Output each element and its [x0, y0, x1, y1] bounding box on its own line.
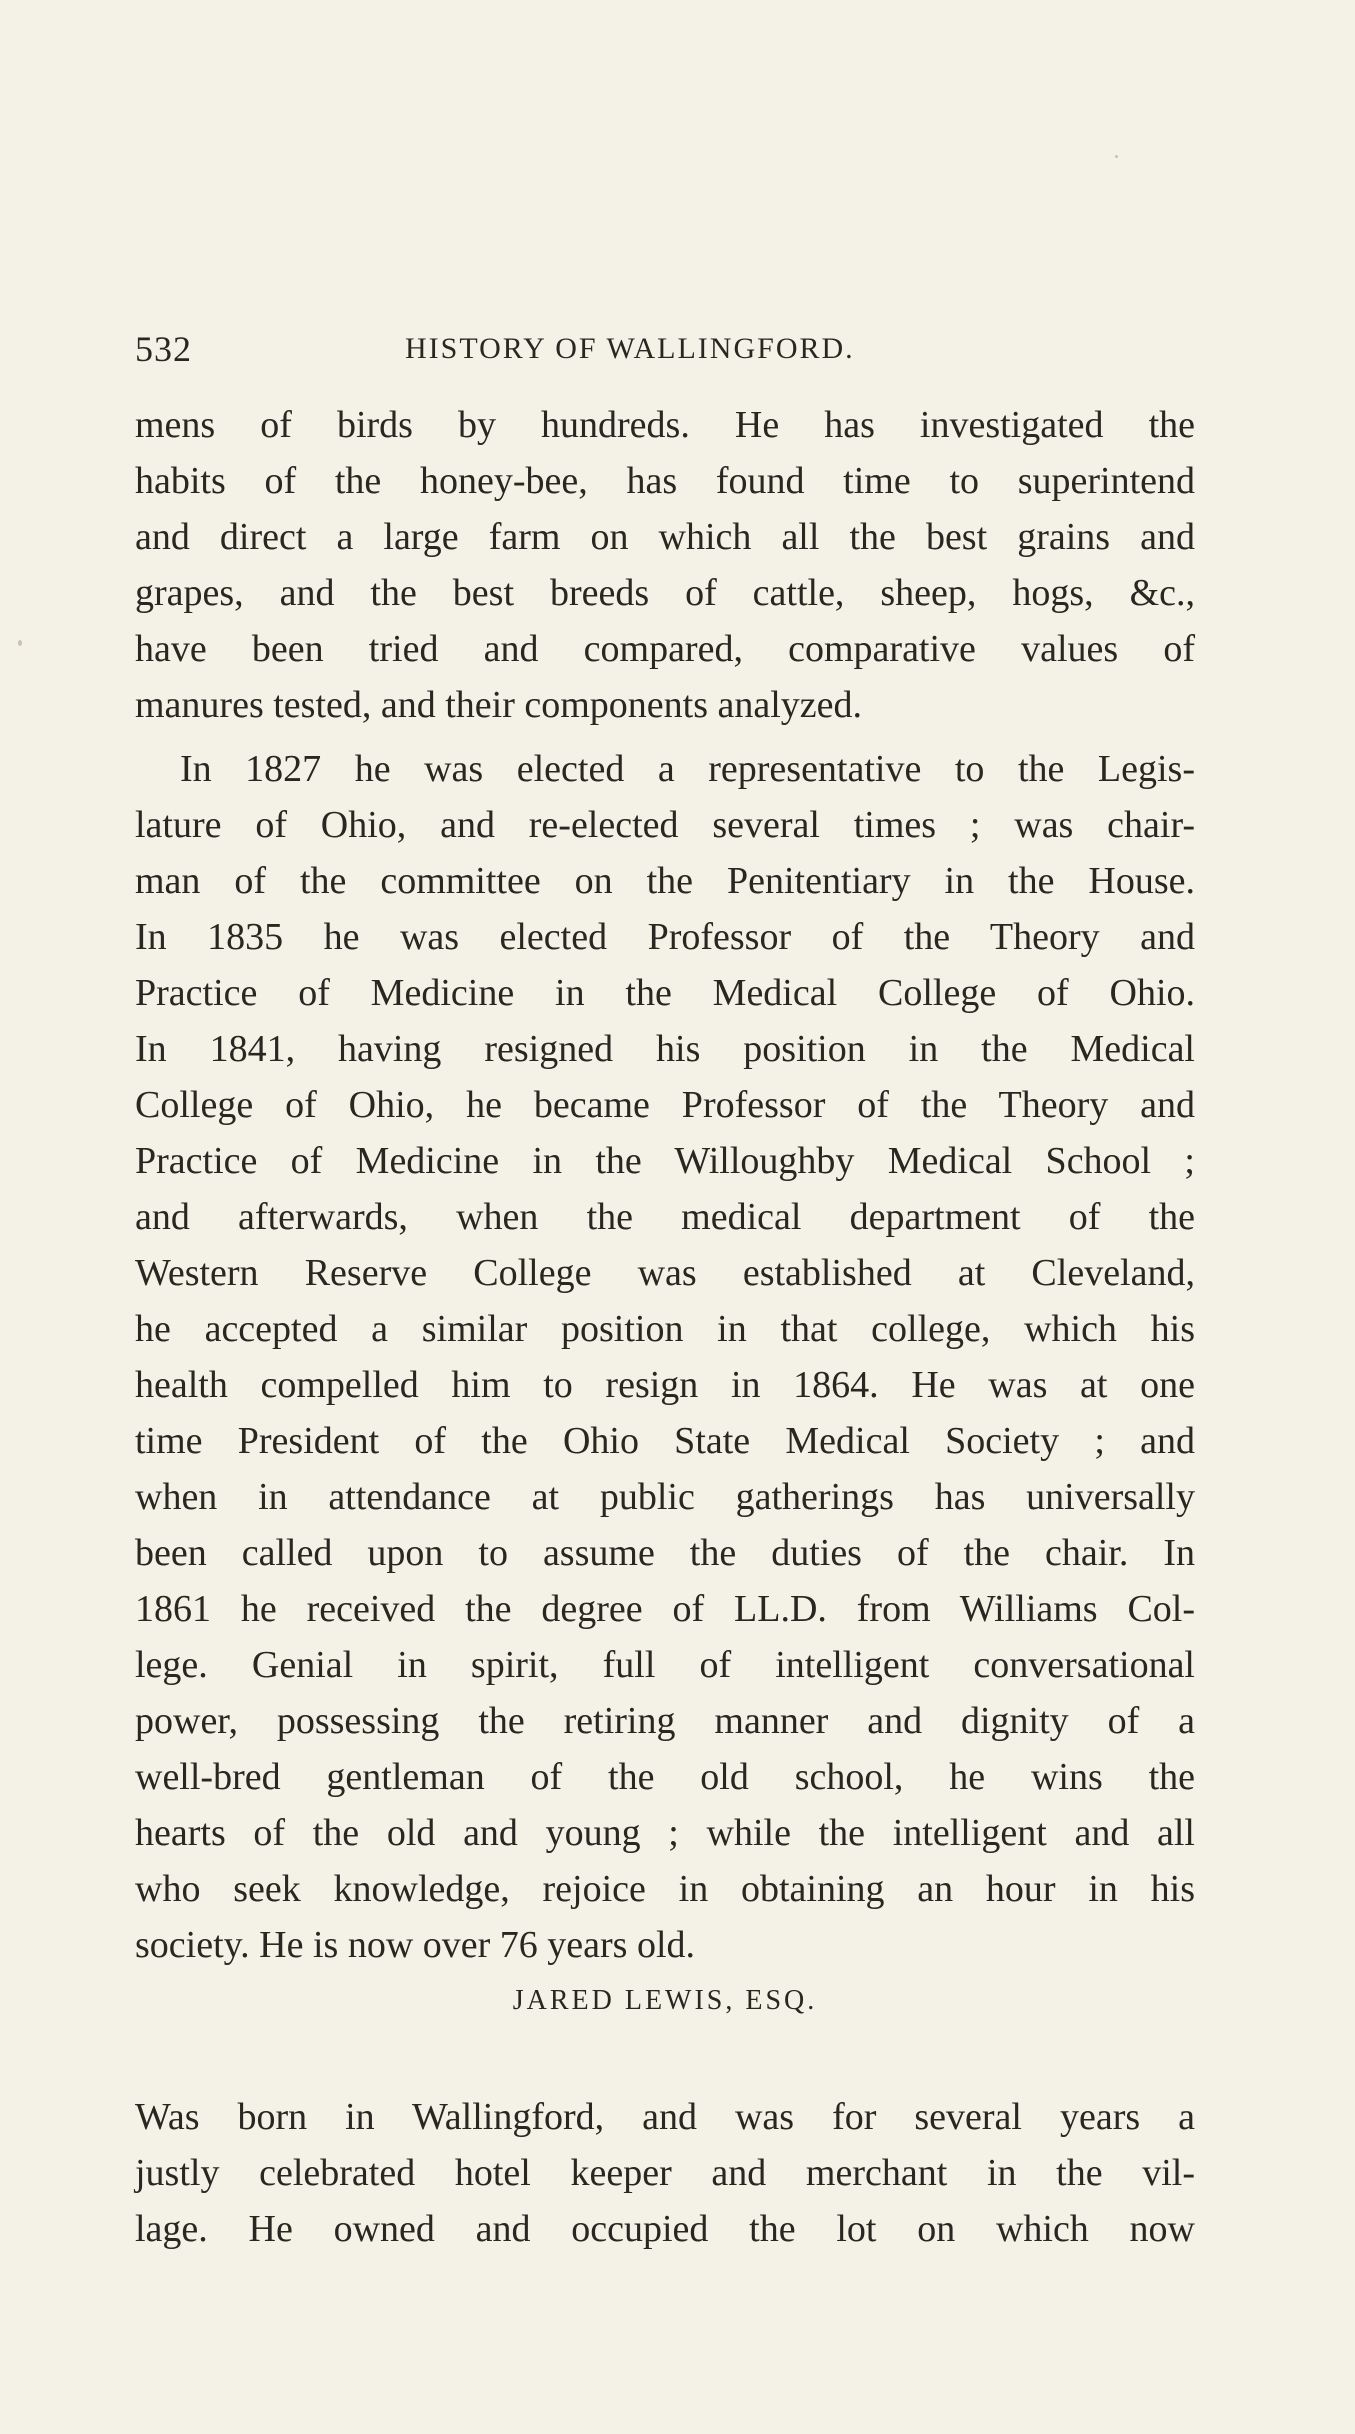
- running-title: HISTORY OF WALLINGFORD.: [405, 332, 855, 365]
- text-line: society. He is now over 76 years old.: [135, 1924, 696, 1966]
- text-line: man of the committee on the Penitentiary in the House.: [135, 860, 1195, 902]
- text-line: he accepted a similar position in that college, which his: [135, 1308, 1195, 1350]
- text-line: mens of birds by hundreds. He has investigated the: [135, 404, 1195, 446]
- paper-speck: [18, 640, 22, 646]
- text-line: well-bred gentleman of the old school, he wins the: [135, 1756, 1195, 1798]
- text-line: when in attendance at public gatherings has universally: [135, 1476, 1195, 1518]
- text-line: lage. He owned and occupied the lot on which now: [135, 2208, 1195, 2250]
- text-line: health compelled him to resign in 1864. He was at one: [135, 1364, 1195, 1406]
- text-line: hearts of the old and young ; while the intelligent and all: [135, 1812, 1195, 1854]
- text-line: who seek knowledge, rejoice in obtaining an hour in his: [135, 1868, 1195, 1910]
- section-heading: JARED LEWIS, ESQ.: [512, 1985, 818, 2016]
- text-line: College of Ohio, he became Professor of the Theory and: [135, 1084, 1195, 1126]
- text-line: have been tried and compared, comparative values of: [135, 628, 1195, 670]
- text-line: grapes, and the best breeds of cattle, sheep, hogs, &c.,: [135, 572, 1195, 614]
- paper-speck: [1115, 155, 1118, 158]
- text-line: Practice of Medicine in the Willoughby Medical School ;: [135, 1140, 1195, 1182]
- paragraph-jared-lewis: [135, 2089, 1195, 2257]
- text-line: justly celebrated hotel keeper and merchant in the vil-: [135, 2152, 1195, 2194]
- text-line: habits of the honey-bee, has found time to superintend: [135, 460, 1195, 502]
- text-line: Was born in Wallingford, and was for several years a: [135, 2096, 1195, 2138]
- text-line: manures tested, and their components analyzed.: [135, 684, 863, 726]
- text-line: In 1827 he was elected a representative to the Legis-: [180, 748, 1195, 790]
- text-line: Practice of Medicine in the Medical College of Ohio.: [135, 972, 1195, 1014]
- text-line: In 1841, having resigned his position in the Medical: [135, 1028, 1195, 1070]
- text-line: lature of Ohio, and re-elected several times ; was chair-: [135, 804, 1195, 846]
- text-line: 1861 he received the degree of LL.D. from Williams Col-: [135, 1588, 1195, 1630]
- running-head: [135, 328, 1195, 378]
- text-line: In 1835 he was elected Professor of the Theory and: [135, 916, 1195, 958]
- text-line: power, possessing the retiring manner and dignity of a: [135, 1700, 1195, 1742]
- paragraph-career: [135, 741, 1195, 1973]
- paragraph-continued: [135, 397, 1195, 733]
- text-line: lege. Genial in spirit, full of intelligent conversational: [135, 1644, 1195, 1686]
- text-line: and direct a large farm on which all the best grains and: [135, 516, 1195, 558]
- text-line: time President of the Ohio State Medical Society ; and: [135, 1420, 1195, 1462]
- page-number: 532: [135, 329, 192, 369]
- text-line: been called upon to assume the duties of the chair. In: [135, 1532, 1195, 1574]
- text-line: Western Reserve College was established at Cleveland,: [135, 1252, 1195, 1294]
- text-line: and afterwards, when the medical department of the: [135, 1196, 1195, 1238]
